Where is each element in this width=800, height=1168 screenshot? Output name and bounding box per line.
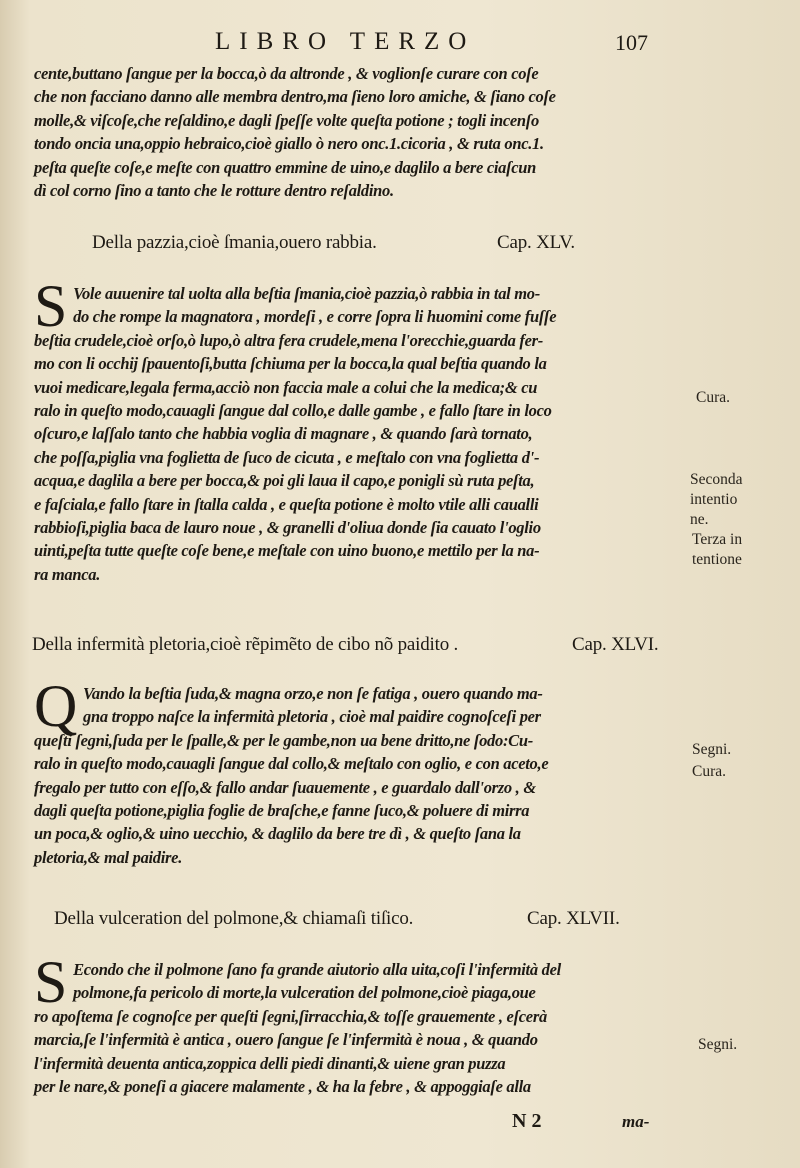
- drop-cap: S: [34, 949, 68, 1015]
- heading-title: Della infermità pletoria,cioè rẽpimẽto de cibo nõ paidito .: [32, 634, 459, 655]
- text-line: Vando la beſtia ſuda,& magna orzo,e non ſe fatiga , ouero quando ma-: [83, 684, 543, 703]
- text-line: do che rompe la magnatora , mordeſi , e corre ſopra li huomini come fuſſe: [73, 307, 557, 327]
- margin-note: intentio: [690, 491, 738, 508]
- drop-cap: Q: [34, 673, 78, 739]
- text-line: che poſſa,piglia vna foglietta de ſuco de cicuta , e meſtalo con vna foglietta d'-: [34, 447, 540, 467]
- text-line: beſtia crudele,cioè orſo,ò lupo,ò altra fera crudele,mena l'orecchie,guarda fer-: [34, 330, 543, 350]
- text-line: ralo in queſto modo,cauagli ſangue dal collo,& meſtalo con oglio, e con aceto,e: [34, 754, 549, 774]
- paragraph-rabbia: [34, 273, 686, 586]
- heading-title: Della pazzia,cioè ſmania,ouero rabbia.: [92, 232, 377, 253]
- margin-note: Segni.: [692, 741, 732, 758]
- text-line: Vole auuenire tal uolta alla beſtia ſmania,cioè pazzia,ò rabbia in tal mo-: [73, 284, 540, 303]
- text-line: pletoria,& mal paidire.: [34, 847, 183, 867]
- text-line: uinti,peſta tutte queſte coſe bene,e meſtale con uino buono,e mettilo per la na-: [34, 541, 540, 561]
- text-line: peſta queſte coſe,e meſte con quattro emmine de uino,e daglilo a bere ciaſcun: [34, 157, 537, 177]
- text-line: rabbioſi,piglia baca de lauro noue , & granelli d'oliua donde ſia cauato l'oglio: [34, 518, 541, 538]
- page-header: [0, 28, 800, 58]
- signature-mark: N 2: [512, 1110, 542, 1132]
- margin-note: Cura.: [692, 763, 727, 780]
- text-line: ra manca.: [34, 564, 101, 584]
- text-line: che non facciano danno alle membra dentro,ma ſieno loro amiche, & ſiano coſe: [34, 87, 556, 107]
- text-line: cente,buttano ſangue per la bocca,ò da altronde , & voglionſe curare con coſe: [34, 64, 539, 83]
- chapter-number: Cap. XLV.: [497, 232, 575, 253]
- chapter-number: Cap. XLVI.: [572, 634, 659, 655]
- chapter-heading: [54, 908, 714, 930]
- text-line: un poca,& oglio,& uino uecchio, & daglilo da bere tre dì , & queſto ſana la: [34, 824, 521, 844]
- paragraph-continuation: [34, 62, 686, 202]
- text-line: oſcuro,e laſſalo tanto che habbia voglia di magnare , & quando ſarà tornato,: [34, 424, 533, 444]
- text-line: marcia,ſe l'infermità è antica , ouero ſangue ſe l'infermità è noua , & quando: [34, 1030, 538, 1050]
- text-line: per le nare,& poneſi a giacere malamente , & ha la febre , & appoggiaſe alla: [34, 1077, 531, 1097]
- text-line: vuoi medicare,legala ferma,acciò non faccia male a colui che la medica;& cu: [34, 377, 538, 397]
- text-line: polmone,fa pericolo di morte,la vulceration del polmone,cioè piaga,oue: [73, 983, 536, 1003]
- text-line: molle,& viſcoſe,che reſaldino,e dagli ſpeſſe volte queſta potione ; togli incenſo: [34, 110, 539, 130]
- page-number: 107: [615, 30, 648, 55]
- running-title: LIBRO TERZO: [215, 28, 476, 55]
- margin-note: Seconda: [690, 471, 743, 488]
- text-line: l'infermità deuenta antica,zoppica delli piedi dinanti,& uiene gran puzza: [34, 1053, 506, 1073]
- text-line: queſti ſegni,ſuda per le ſpalle,& per le gambe,non ua bene dritto,ne ſodo:Cu-: [34, 730, 533, 750]
- heading-title: Della vulceration del polmone,& chiamaſi tiſico.: [54, 908, 414, 929]
- text-line: ralo in queſto modo,cauagli ſangue dal collo,e dalle gambe , e fallo ſtare in loco: [34, 401, 552, 421]
- text-line: e faſciala,e fallo ſtare in ſtalla calda , e queſta potione è molto vtile alli caualli: [34, 494, 539, 514]
- text-line: dagli queſta potione,piglia foglie de braſche,e fanne ſuco,& poluere di mirra: [34, 801, 530, 821]
- margin-note: Terza in: [692, 531, 743, 548]
- paragraph-polmone: [34, 949, 686, 1098]
- chapter-number: Cap. XLVII.: [527, 908, 620, 929]
- drop-cap: S: [34, 273, 68, 339]
- text-line: ro apoſtema ſe cognoſce per queſti ſegni,ſirracchia,& toſſe grauemente , eſcerà: [34, 1006, 547, 1026]
- margin-note: tentione: [692, 551, 742, 568]
- margin-note: Cura.: [696, 389, 731, 406]
- text-line: acqua,e daglila a bere per bocca,& poi gli laua il capo,e ponigli sù ruta peſta,: [34, 471, 535, 491]
- catchword: ma-: [622, 1112, 650, 1131]
- chapter-heading: [32, 634, 692, 656]
- margin-note: Segni.: [698, 1036, 738, 1053]
- text-line: dì col corno ſino a tanto che le rotture dentro reſaldino.: [34, 181, 394, 201]
- text-line: Econdo che il polmone ſano fa grande aiutorio alla uita,coſi l'infermità del: [73, 960, 561, 979]
- text-line: fregalo per tutto con eſſo,& fallo andar ſuauemente , e guardalo dall'orzo , &: [34, 777, 536, 797]
- paragraph-pletoria: [34, 673, 686, 869]
- text-line: tondo oncia una,oppio hebraico,cioè giallo ò nero onc.1.cicoria , & ruta onc.1.: [34, 134, 544, 154]
- chapter-heading: [92, 232, 752, 254]
- margin-note: ne.: [690, 511, 709, 528]
- text-line: mo con li occhij ſpauentoſi,butta ſchiuma per la bocca,la qual beſtia quando la: [34, 354, 547, 374]
- text-line: gna troppo naſce la infermità pletoria , cioè mal paidire cognoſceſi per: [83, 707, 541, 727]
